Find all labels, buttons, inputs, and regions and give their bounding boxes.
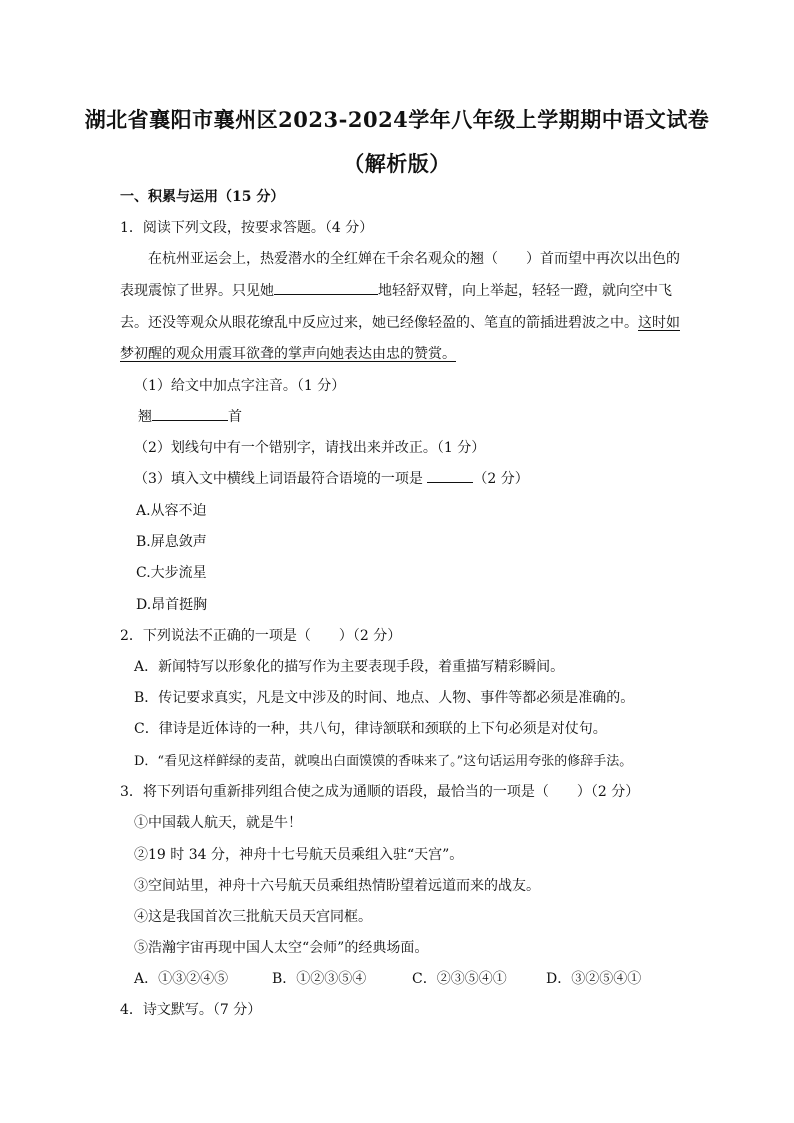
q3-header: 3．将下列语句重新排列组合使之成为通顺的语段，最恰当的一项是（ ）（2 分）	[120, 784, 640, 800]
q1-underlined-sentence-start: 这时如	[638, 315, 680, 331]
q2-option-d: D．“看见这样鲜绿的麦苗，就嗅出白面馍馍的香味来了。”这句话运用夸张的修辞手法。	[134, 754, 633, 769]
q2-option-a: A．新闻特写以形象化的描写作为主要表现手段，着重描写精彩瞬间。	[134, 659, 565, 675]
q1-sub1-blank	[152, 406, 228, 421]
q1-sub1-char-2: 首	[228, 409, 242, 425]
q4-header: 4．诗文默写。（7 分）	[120, 1002, 262, 1018]
q1-p2-end: 地轻舒双臂，向上举起，轻轻一蹬，就向空中飞	[378, 283, 672, 299]
q1-sub3-score: （2 分）	[473, 471, 529, 487]
q1-p2-start: 表现震惊了世界。只见她	[120, 283, 274, 299]
q1-sub3-blank	[427, 468, 473, 483]
page-title: 湖北省襄阳市襄州区2023-2024学年八年级上学期期中语文试卷	[84, 107, 710, 132]
q2-header: 2．下列说法不正确的一项是（ ）（2 分）	[120, 628, 402, 644]
q3-item-2: ②19 时 34 分，神舟十七号航天员乘组入驻“天宫”。	[134, 847, 464, 863]
q1-sub1: （1）给文中加点字注音。（1 分）	[134, 378, 346, 394]
q1-sub3-text: （3）填入文中横线上词语最符合语境的一项是	[134, 471, 423, 487]
q1-sub3	[134, 468, 529, 488]
q3-item-3: ③空间站里，神舟十六号航天员乘组热情盼望着远道而来的战友。	[134, 878, 540, 894]
q1-option-c: C.大步流星	[136, 565, 207, 581]
q1-paragraph-line-3	[120, 312, 680, 332]
q1-sub1-char-1: 翘	[138, 409, 152, 425]
q1-paragraph-line-1: 在杭州亚运会上，热爱潜水的全红婵在千余名观众的翘（ ）首而望中再次以出色的	[148, 251, 680, 267]
q1-sub1-answer	[138, 406, 242, 426]
q1-fill-blank	[274, 280, 378, 295]
q3-item-1: ①中国载人航天，就是牛！	[134, 815, 302, 831]
q1-p3-start: 去。还没等观众从眼花缭乱中反应过来，她已经像轻盈的、笔直的箭插进碧波之中。	[120, 315, 638, 331]
q1-option-b: B.屏息敛声	[136, 534, 207, 550]
q3-choice-c: C．②③⑤④①	[412, 971, 507, 987]
q1-sub2: （2）划线句中有一个错别字，请找出来并改正。（1 分）	[134, 440, 486, 456]
q2-option-c: C．律诗是近体诗的一种，共八句，律诗颔联和颈联的上下句必须是对仗句。	[134, 721, 607, 737]
q3-choice-a: A．①③②④⑤	[134, 971, 229, 987]
section-heading: 一、积累与运用（15 分）	[120, 189, 285, 205]
q3-choice-d: D．③②⑤④①	[546, 971, 642, 987]
q1-option-d: D.昂首挺胸	[136, 597, 208, 613]
q1-option-a: A.从容不迫	[136, 503, 207, 519]
q2-option-b: B．传记要求真实，凡是文中涉及的时间、地点、人物、事件等都必须是准确的。	[134, 690, 635, 706]
q1-underlined-sentence: 梦初醒的观众用震耳欲聋的掌声向她表达由忠的赞赏。	[120, 346, 456, 362]
page-subtitle: （解析版）	[343, 151, 451, 176]
q3-item-5: ⑤浩瀚宇宙再现中国人太空“会师”的经典场面。	[134, 940, 429, 956]
q1-header: 1．阅读下列文段，按要求答题。（4 分）	[120, 220, 374, 236]
q3-choice-b: B．①②③⑤④	[272, 971, 367, 987]
q1-paragraph-line-2	[120, 280, 672, 300]
q3-choices	[134, 968, 641, 988]
q3-item-4: ④这是我国首次三批航天员天宫同框。	[134, 909, 372, 925]
